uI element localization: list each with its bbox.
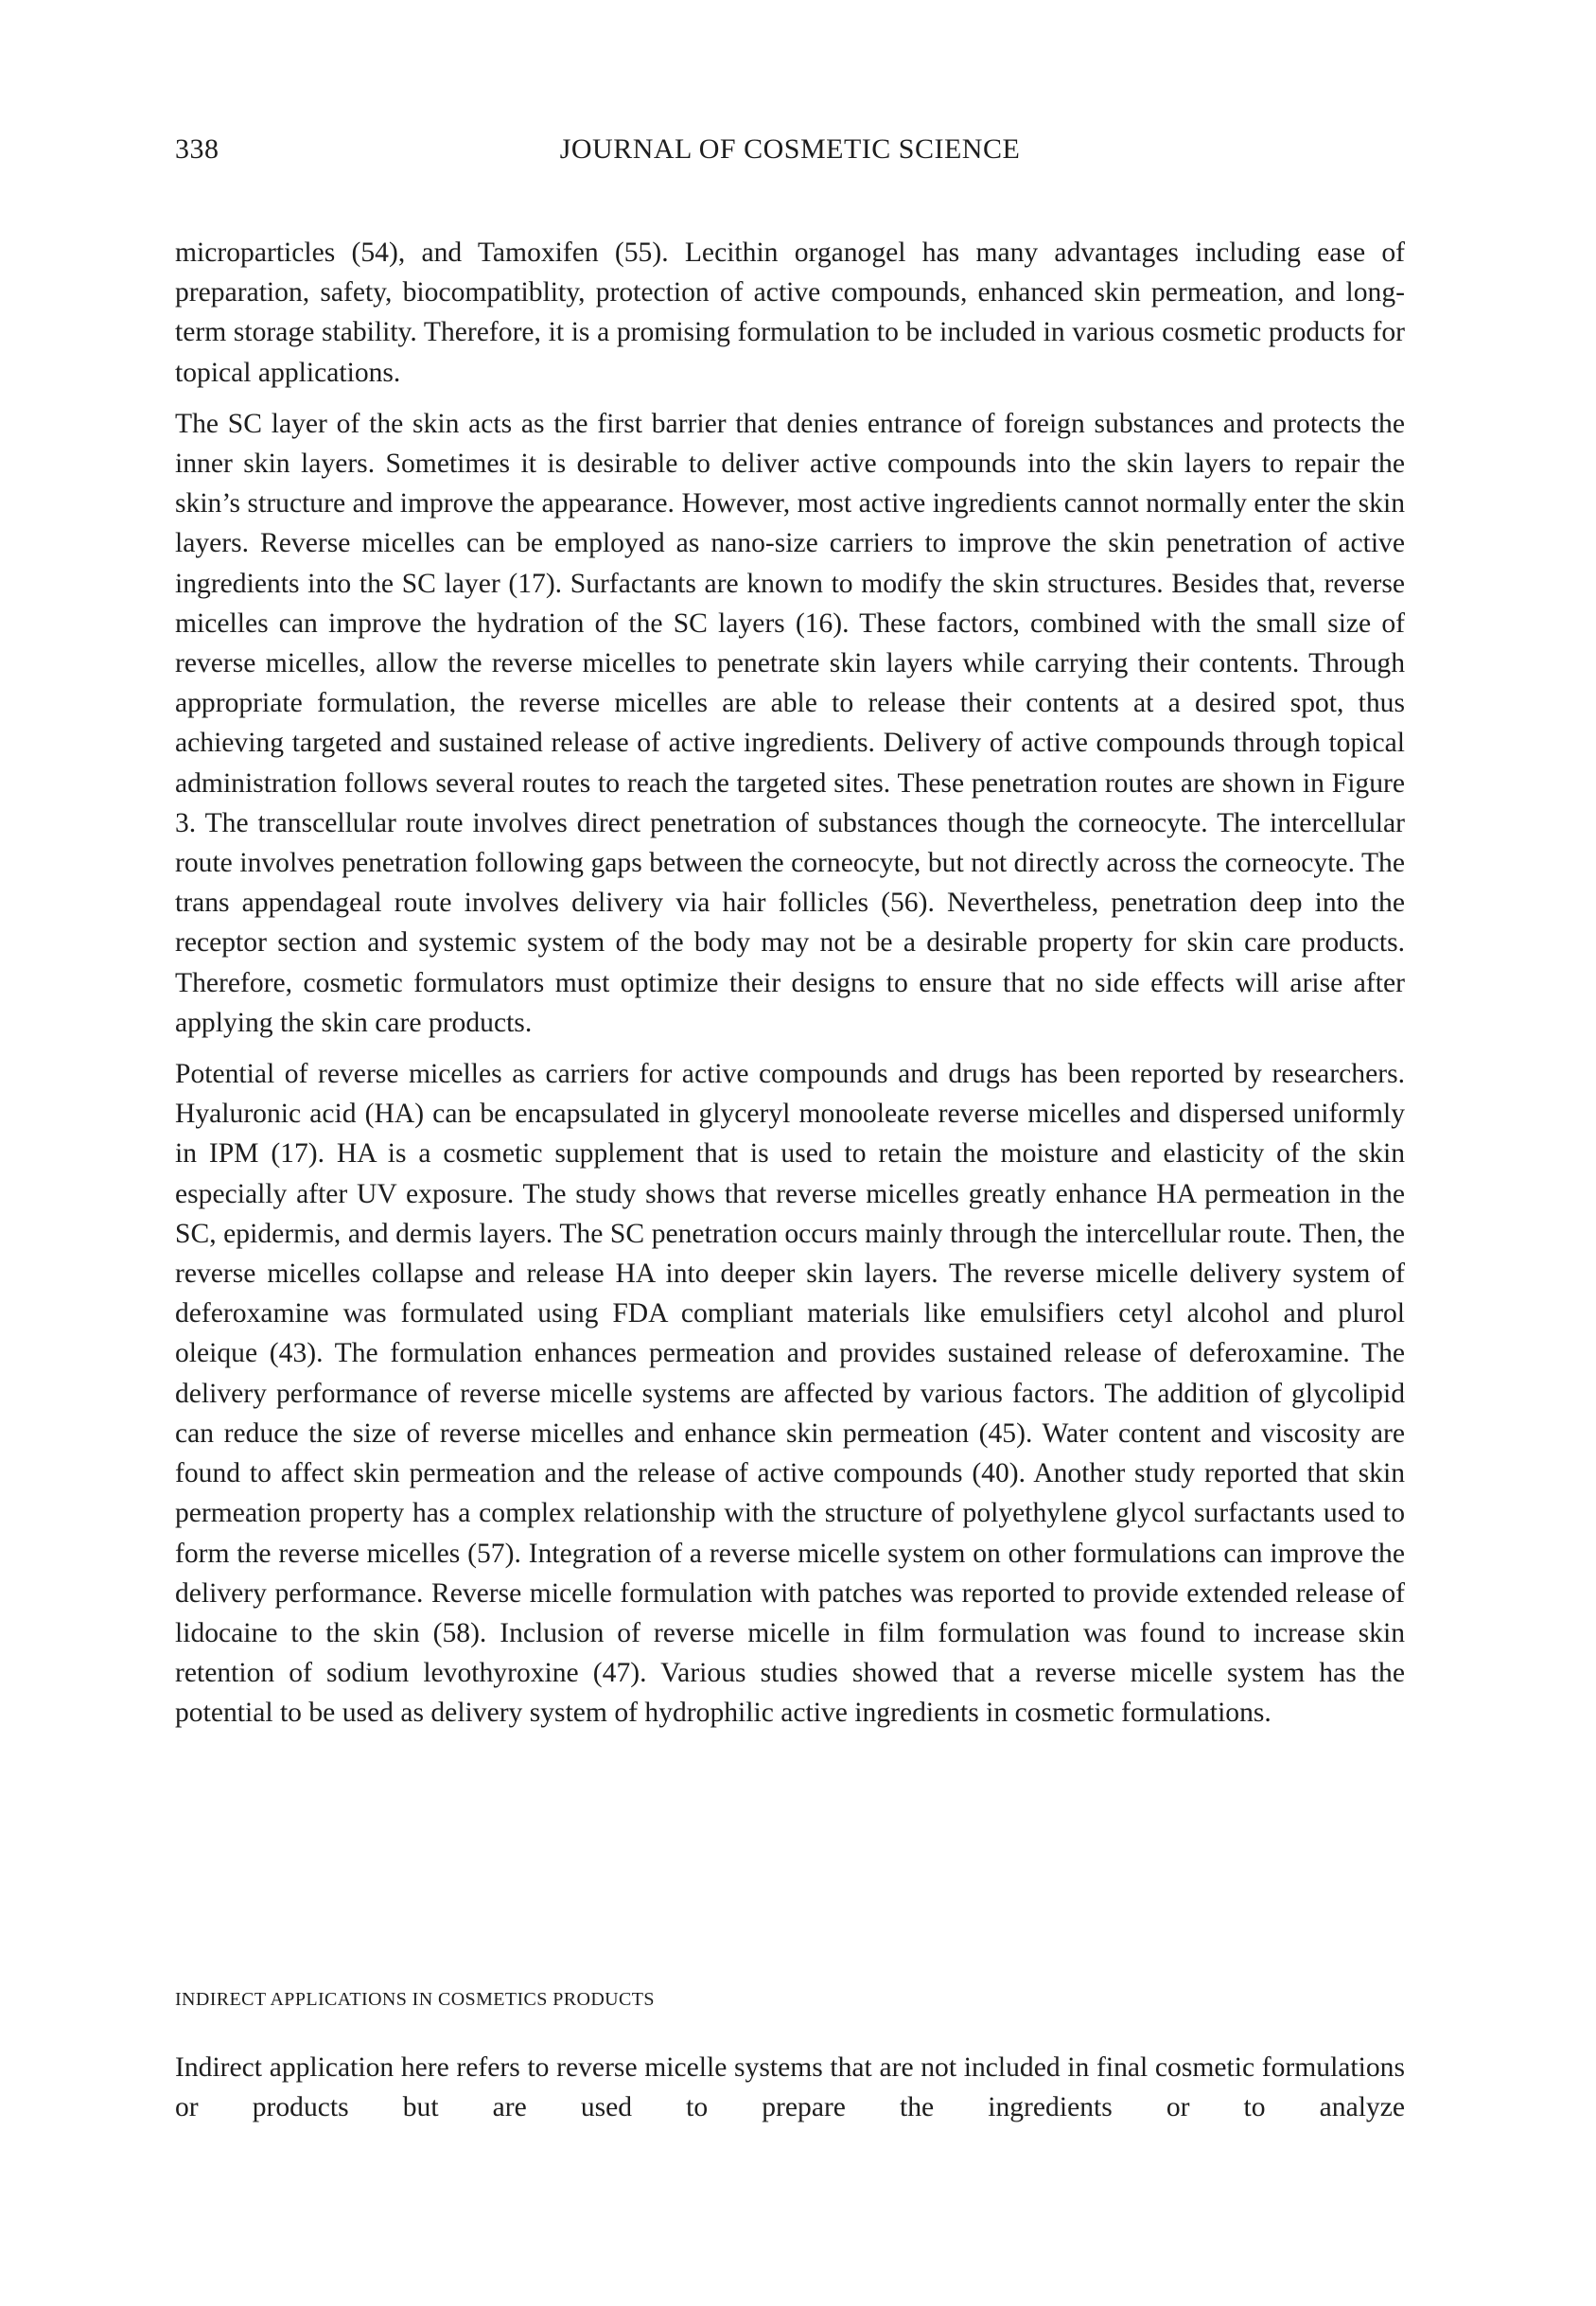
paragraph-sc-layer-penetration: The SC layer of the skin acts as the first barrier that denies entrance of foreign substances and protects the inner skin layers. Sometimes it is desirable to deliver active compounds into the skin layers to repair the skin’s structure and improve the appearance. However, most active ingredients cannot normally enter the skin layers. Reverse micelles can be employed as nano-size carriers to improve the skin penetration of active ingredients into the SC layer (17). Surfactants are known to modify the skin structures. Besides that, reverse micelles can improve the hydration of the SC layers (16). These factors, combined with the small size of reverse micelles, allow the reverse micelles to penetrate skin layers while carrying their contents. Through appropriate formulation, the reverse micelles are able to release their contents at a desired spot, thus achieving targeted and sustained release of active ingredients. Delivery of active compounds through topical administration follows several routes to reach the targeted sites. These penetration routes are shown in Figure 3. The transcellular route involves direct penetration of substances though the corneocyte. The intercellular route involves penetration following gaps between the corneocyte, but not directly across the corneocyte. The trans appendageal route involves delivery via hair follicles (56). Nevertheless, penetration deep into the receptor section and systemic system of the body may not be a desirable property for skin care products. Therefore, cosmetic formulators must optimize their designs to ensure that no side effects will arise after applying the skin care products. — [175, 408, 1405, 1038]
paragraph-indirect-application: Indirect application here refers to reverse micelle systems that are not included in final cosmetic formulations or products but are used to prepare the ingredients or to analyze — [175, 2052, 1405, 2123]
section-heading: INDIRECT APPLICATIONS IN COSMETICS PRODUCTS — [175, 1989, 655, 2010]
journal-title: JOURNAL OF COSMETIC SCIENCE — [559, 133, 1021, 165]
page-number: 338 — [175, 133, 219, 165]
paragraph-lecithin-organogel: microparticles (54), and Tamoxifen (55). Lecithin organogel has many advantages including ease of preparation, safety, biocompatiblity, protection of active compounds, enhanced skin permeation, and long-term storage stability. Therefore, it is a promising formulation to be included in various cosmetic products for topical applications. — [175, 238, 1405, 388]
body-text — [175, 233, 1405, 1734]
section-body — [175, 2048, 1405, 2127]
running-head — [175, 129, 1405, 170]
paragraph-reverse-micelle-carriers: Potential of reverse micelles as carriers for active compounds and drugs has been reported by researchers. Hyaluronic acid (HA) can be encapsulated in glyceryl monooleate reverse micelles and dispersed uniformly in IPM (17). HA is a cosmetic supplement that is used to retain the moisture and elasticity of the skin especially after UV exposure. The study shows that reverse micelles greatly enhance HA permeation in the SC, epidermis, and dermis layers. The SC penetration occurs mainly through the intercellular route. Then, the reverse micelles collapse and release HA into deeper skin layers. The reverse micelle delivery system of deferoxamine was formulated using FDA compliant materials like emulsifiers cetyl alcohol and plurol oleique (43). The formulation enhances permeation and provides sustained release of deferoxamine. The delivery performance of reverse micelle systems are affected by various factors. The addition of glycolipid can reduce the size of reverse micelles and enhance skin permeation (45). Water content and viscosity are found to affect skin permeation and the release of active compounds (40). Another study reported that skin permeation property has a complex relationship with the structure of polyethylene glycol surfactants used to form the reverse micelles (57). Integration of a reverse micelle system on other formulations can improve the delivery performance. Reverse micelle formulation with patches was reported to provide extended release of lidocaine to the skin (58). Inclusion of reverse micelle in film formulation was found to increase skin retention of sodium levothyroxine (47). Various studies showed that a reverse micelle system has the potential to be used as delivery system of hydrophilic active ingredients in cosmetic formulations. — [175, 1059, 1405, 1729]
